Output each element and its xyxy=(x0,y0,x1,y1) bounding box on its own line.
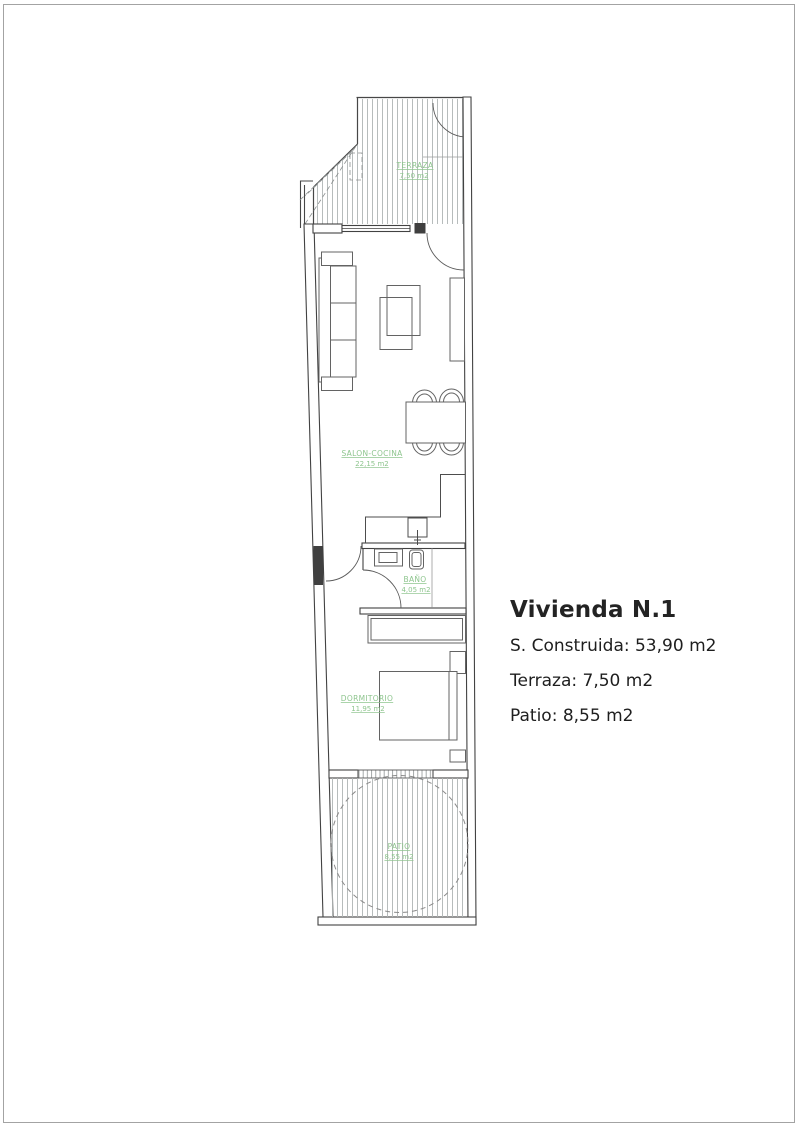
tv-cabinet xyxy=(450,278,465,361)
dwelling-title: Vivienda N.1 xyxy=(510,597,677,623)
nightstand-bottom xyxy=(450,750,466,762)
sofa xyxy=(319,252,356,391)
dormitorio-label: DORMITORIO xyxy=(340,694,394,703)
bottom-wall xyxy=(318,917,476,925)
dormitorio-area-label: 11,95 m2 xyxy=(351,705,385,713)
terraza-label: TERRAZA xyxy=(396,161,434,170)
salon-label: SALON-COCINA xyxy=(341,449,403,458)
wall-dark-chunk-top xyxy=(415,223,426,234)
terraza-area-label: 7,50 m2 xyxy=(399,172,429,180)
kitchen-sink xyxy=(408,518,427,545)
hall-door-arc xyxy=(326,546,361,581)
bed xyxy=(380,672,458,741)
terraza-area xyxy=(300,98,471,229)
salon-furniture xyxy=(319,252,466,545)
patio-area-label: 8,55 m2 xyxy=(384,853,414,861)
nightstand-top xyxy=(450,652,466,674)
patio-label: PATIO xyxy=(387,842,411,851)
dining-table xyxy=(406,402,466,443)
built-area-line: S. Construida: 53,90 m2 xyxy=(510,636,717,656)
patio-area xyxy=(329,776,468,918)
bano-area-label: 4,05 m2 xyxy=(401,586,431,594)
terrace-area-line: Terraza: 7,50 m2 xyxy=(510,671,654,691)
salon-area-label: 22,15 m2 xyxy=(355,460,389,468)
wall-dark-chunk-left xyxy=(314,546,324,585)
kitchen-counter xyxy=(366,475,466,544)
entry-door-arc xyxy=(427,233,464,270)
dormitorio-window xyxy=(358,770,433,778)
patio-area-line: Patio: 8,55 m2 xyxy=(510,706,634,726)
wardrobe xyxy=(368,616,466,644)
bath-door-arc xyxy=(363,570,401,608)
bedroom-furniture xyxy=(368,616,466,763)
terraza-deck-hatch xyxy=(313,99,463,224)
bano-label: BAÑO xyxy=(403,575,427,584)
info-panel xyxy=(510,597,716,741)
coffee-table xyxy=(380,286,420,350)
salon-window xyxy=(342,226,410,232)
